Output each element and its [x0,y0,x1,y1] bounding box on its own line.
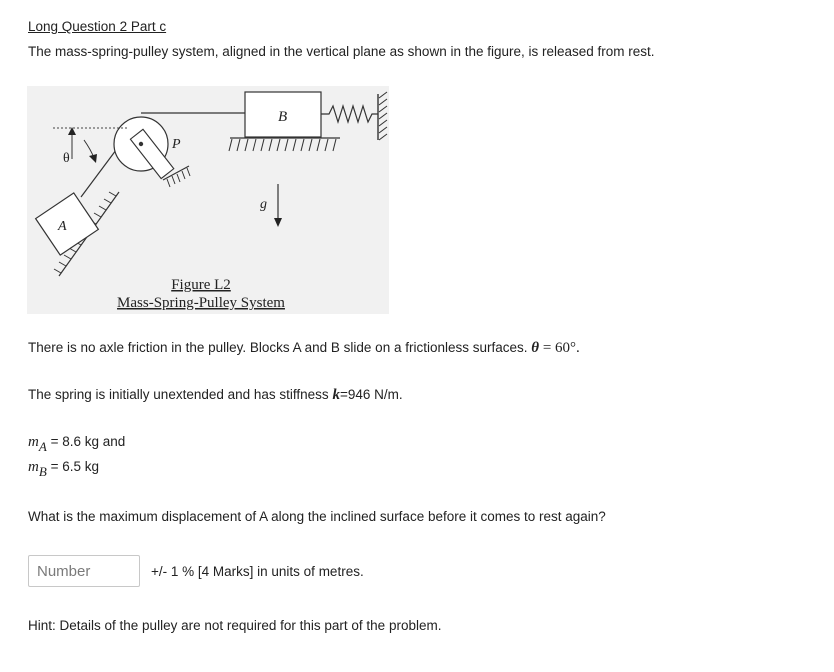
question-intro: The mass-spring-pulley system, aligned in the vertical plane as shown in the figure, is released from rest. [28,44,655,59]
mass-spring-pulley-diagram [27,86,389,314]
friction-statement [28,340,580,357]
stiffness-symbol: k [332,387,340,403]
figure-caption-title: Figure L2 [171,277,231,293]
theta-value: = 60°. [542,340,580,356]
horizontal-surface [229,138,340,151]
gravity-arrowhead [274,218,282,227]
mass-a-value: = 8.6 kg and [50,434,126,449]
block-b-label: B [278,109,288,125]
mass-b-symbol: m [28,459,39,475]
mass-a-symbol: m [28,434,39,450]
theta-arrowhead [89,154,97,163]
stiffness-value: =946 N/m. [339,387,403,402]
block-a [36,193,99,255]
mass-a-subscript: A [38,439,47,454]
mass-b-statement [28,459,99,479]
spring [321,106,378,122]
theta-symbol: θ [531,340,540,356]
spring-text: The spring is initially unextended and has stiffness [28,387,329,402]
answer-tolerance-text: +/- 1 % [4 Marks] in units of metres. [151,564,364,579]
pulley-axle [139,142,143,146]
gravity-label: g [260,197,267,212]
answer-number-input[interactable] [28,555,140,587]
block-a-label: A [58,219,67,234]
friction-text: There is no axle friction in the pulley. Blocks A and B slide on a frictionless surfaces. [28,340,528,355]
theta-label: θ [63,151,70,166]
mass-b-value: = 6.5 kg [50,459,99,474]
spring-statement [28,387,403,404]
pulley-label: P [172,137,181,152]
mass-b-subscript: B [38,464,47,479]
spring-wall [378,92,387,140]
question-prompt: What is the maximum displacement of A along the inclined surface before it comes to rest again? [28,509,606,524]
hint-text: Hint: Details of the pulley are not required for this part of the problem. [28,618,442,633]
question-heading: Long Question 2 Part c [28,19,167,34]
figure-l2 [27,86,389,314]
figure-caption-subtitle: Mass-Spring-Pulley System [117,295,285,311]
mass-a-statement [28,434,126,454]
